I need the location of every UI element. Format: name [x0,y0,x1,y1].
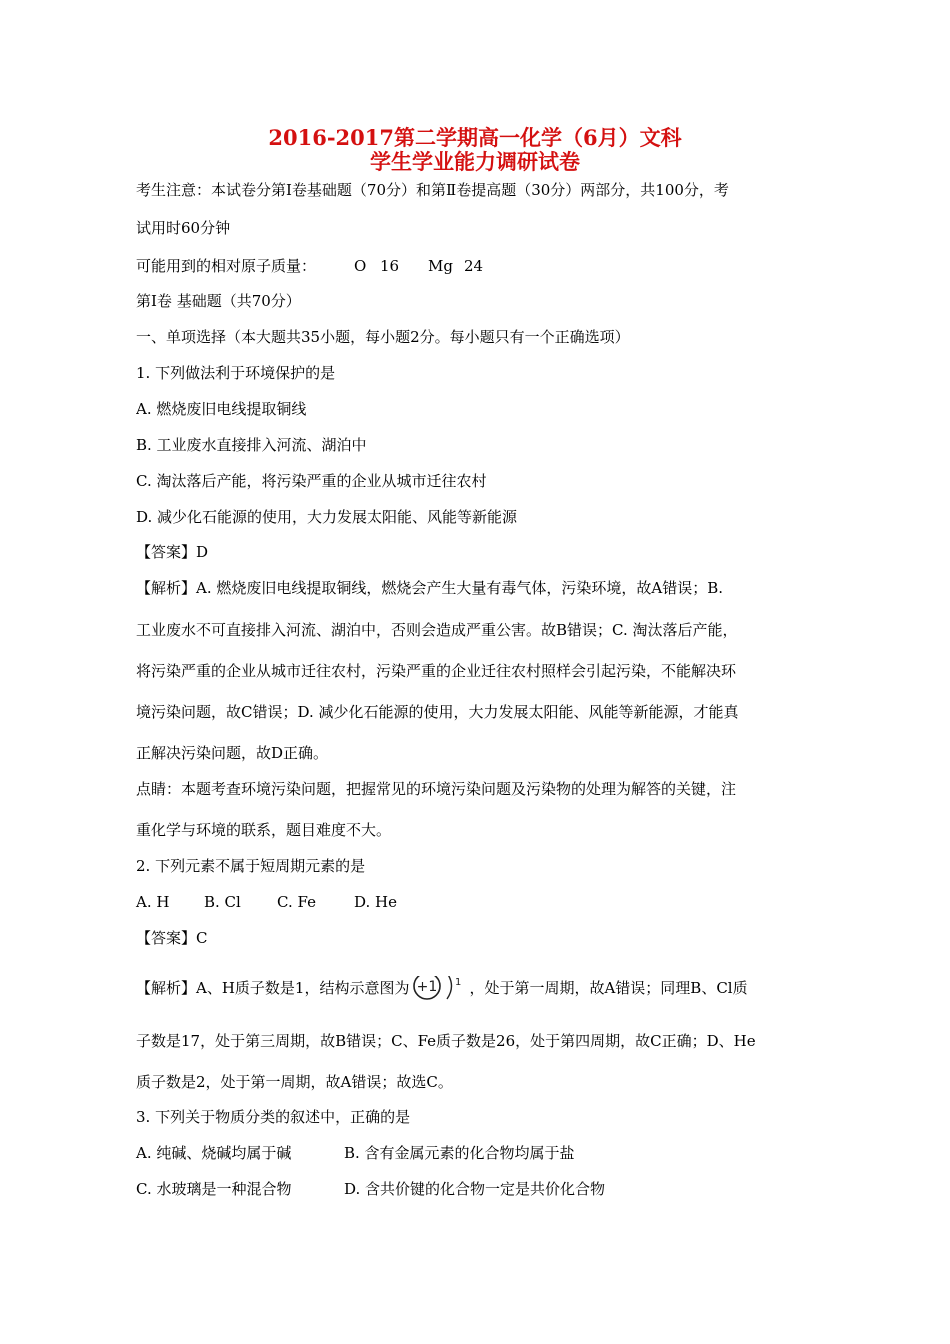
document-title-line-1: 2016-2017第二学期高一化学（6月）文科 [268,125,682,150]
q2-option-d: D. He [354,893,397,911]
document-title-line-2: 学生学业能力调研试卷 [370,149,580,174]
q1-option-d: D. 减少化石能源的使用，大力发展太阳能、风能等新能源 [136,508,518,526]
q2-analysis-line-2: 子数是17，处于第三周期，故B错误；C、Fe质子数是26，处于第四周期，故C正确；D、He [136,1032,756,1050]
q3-option-c: C. 水玻璃是一种混合物 [136,1180,292,1198]
q1-answer: 【答案】D [136,543,209,561]
q2-analysis-line-3: 质子数是2，处于第一周期，故A错误；故选C。 [136,1073,453,1091]
q1-stem: 1. 下列做法利于环境保护的是 [136,364,336,382]
atomic-mass-mg-symbol: Mg [428,257,453,275]
q1-option-c: C. 淘汰落后产能，将污染严重的企业从城市迁往农村 [136,472,487,490]
q1-analysis-line-5: 正解决污染问题，故D正确。 [136,744,329,762]
q1-analysis-line-2: 工业废水不可直接排入河流、湖泊中，否则会造成严重公害。故B错误；C. 淘汰落后产能， [136,621,738,639]
q2-analysis-text-after-diagram: ，处于第一周期，故A错误；同理B、Cl质 [469,979,748,997]
section-title: 第Ⅰ卷 基础题（共70分） [136,292,301,310]
notice-line-1: 考生注意：本试卷分第Ⅰ卷基础题（70分）和第Ⅱ卷提高题（30分）两部分，共100分，考 [136,181,729,199]
q1-analysis-line-1: 【解析】A. 燃烧废旧电线提取铜线，燃烧会产生大量有毒气体，污染环境，故A错误；B. [136,579,723,597]
q2-answer: 【答案】C [136,929,208,947]
q1-comment-line-2: 重化学与环境的联系，题目难度不大。 [136,821,392,839]
q3-option-a: A. 纯碱、烧碱均属于碱 [136,1144,292,1162]
diagram-electron-count: 1 [455,977,462,988]
q2-stem: 2. 下列元素不属于短周期元素的是 [136,857,366,875]
q1-analysis-line-4: 境污染问题，故C错误；D. 减少化石能源的使用，大力发展太阳能、风能等新能源，才能真 [136,703,739,721]
q2-option-c: C. Fe [277,893,316,911]
atomic-mass-label: 可能用到的相对原子质量： [136,257,317,275]
part-title: 一、单项选择（本大题共35小题，每小题2分。每小题只有一个正确选项） [136,328,630,346]
q1-option-a: A. 燃烧废旧电线提取铜线 [136,400,307,418]
q3-option-d: D. 含共价键的化合物一定是共价化合物 [344,1180,606,1198]
q3-option-b: B. 含有金属元素的化合物均属于盐 [344,1144,575,1162]
q2-analysis-text-before-diagram: 【解析】A、H质子数是1，结构示意图为 [136,979,410,997]
hydrogen-atom-structure-diagram [411,976,467,1002]
notice-line-2: 试用时60分钟 [136,219,231,237]
atomic-mass-mg-value: 24 [464,257,484,275]
q2-option-b: B. Cl [204,893,241,911]
q1-analysis-line-3: 将污染严重的企业从城市迁往农村，污染严重的企业迁往农村照样会引起污染，不能解决环 [136,662,737,680]
q3-stem: 3. 下列关于物质分类的叙述中，正确的是 [136,1108,411,1126]
q1-option-b: B. 工业废水直接排入河流、湖泊中 [136,436,367,454]
diagram-nucleus-charge: +1 [417,979,438,995]
q2-option-a: A. H [136,893,170,911]
atomic-mass-o-value: 16 [380,257,400,275]
q2-analysis-line-1 [136,976,816,1002]
atomic-mass-o-symbol: O [354,257,367,275]
q1-comment-line-1: 点睛：本题考查环境污染问题，把握常见的环境污染问题及污染物的处理为解答的关键，注 [136,780,737,798]
